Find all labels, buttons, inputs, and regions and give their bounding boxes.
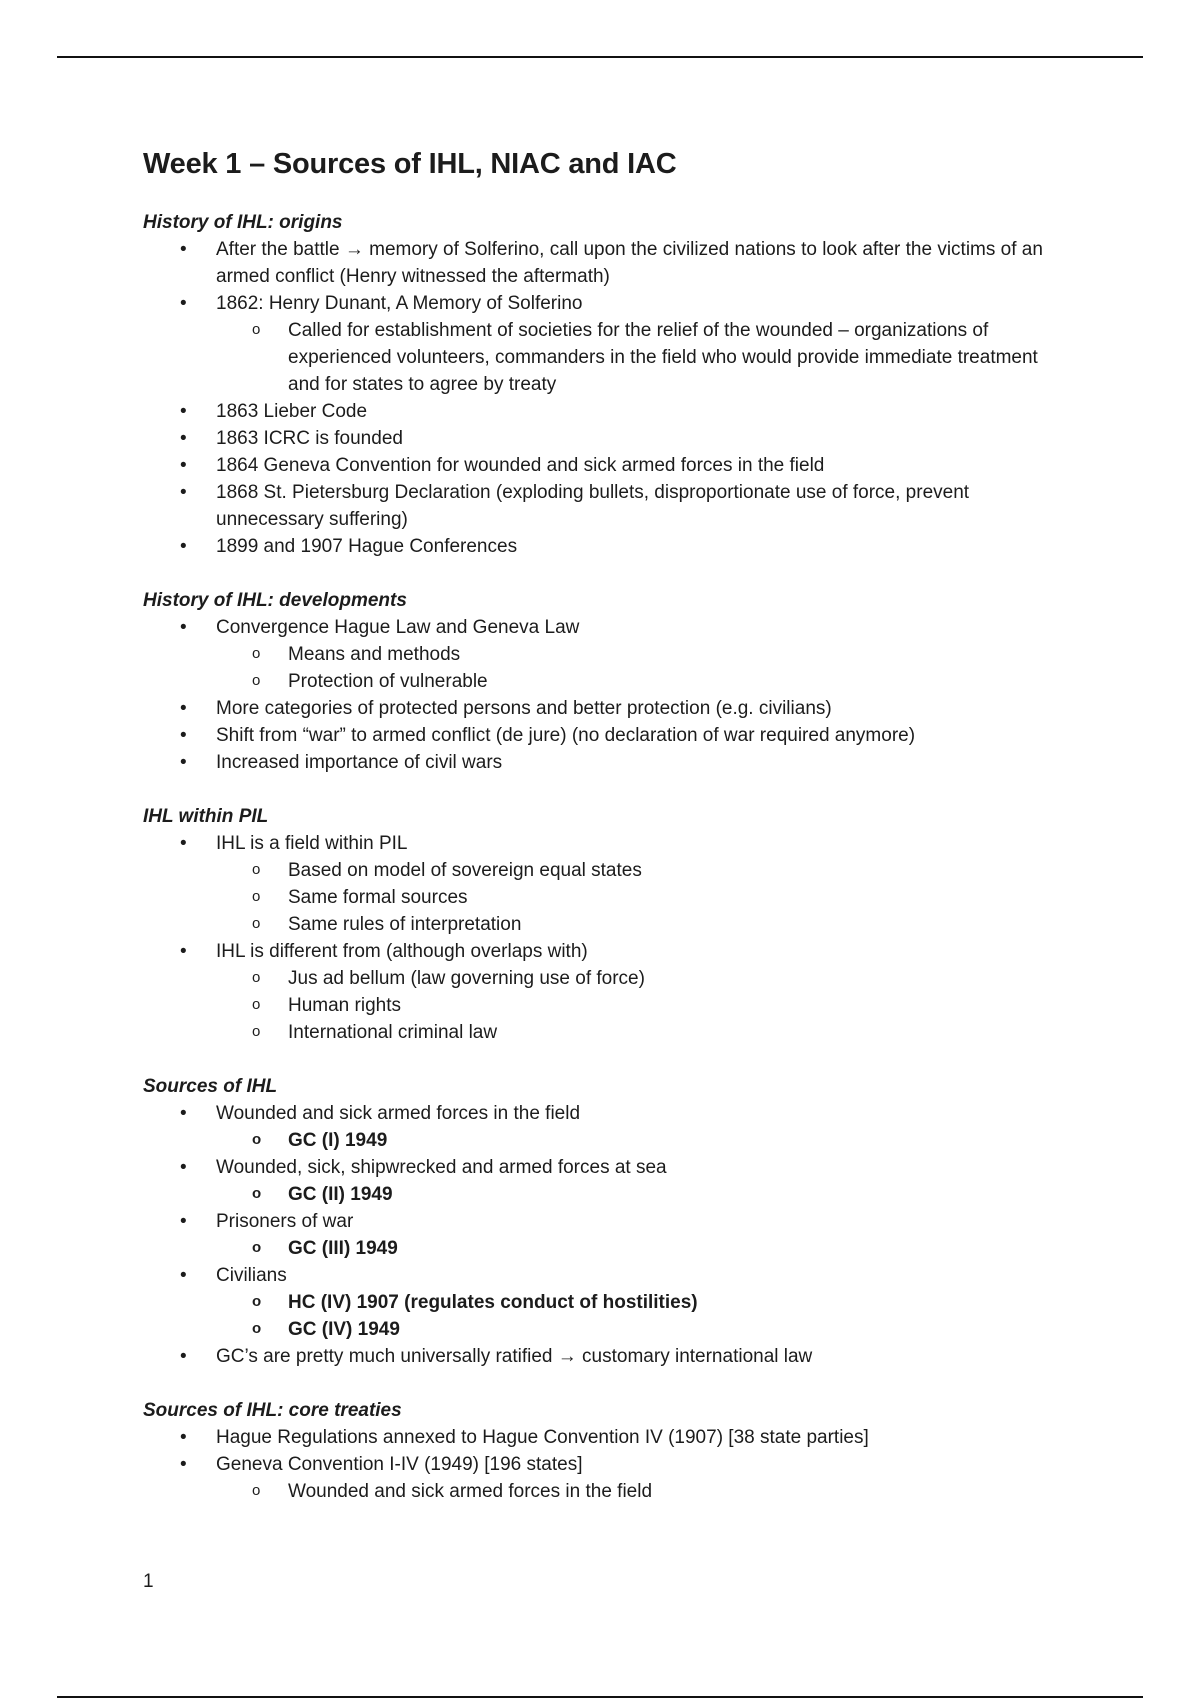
section-spacer — [143, 1046, 1073, 1073]
sub-list-item: o GC (I) 1949 — [143, 1127, 1073, 1154]
section-spacer — [143, 776, 1073, 803]
bullet-list — [143, 1424, 1073, 1505]
sub-list-item: o Protection of vulnerable — [143, 668, 1073, 695]
section-heading: History of IHL: origins — [143, 212, 343, 233]
list-item: • Prisoners of war — [143, 1208, 1073, 1235]
sub-list-item: o Based on model of sovereign equal states — [143, 857, 1073, 884]
sub-list-item: o HC (IV) 1907 (regulates conduct of hostilities) — [143, 1289, 1073, 1316]
bullet-list — [143, 1100, 1073, 1370]
list-item: • 1864 Geneva Convention for wounded and sick armed forces in the field — [143, 452, 1073, 479]
sub-list-item: o GC (II) 1949 — [143, 1181, 1073, 1208]
list-item: • After the battle → memory of Solferino, call upon the civilized nations to look after the victims of an armed conflict (Henry witnessed the aftermath) — [143, 236, 1073, 290]
sub-list-item: o Human rights — [143, 992, 1073, 1019]
section-spacer — [143, 560, 1073, 587]
section — [143, 1073, 1073, 1370]
sub-list-item: o GC (III) 1949 — [143, 1235, 1073, 1262]
bullet-list — [143, 830, 1073, 1046]
list-item: • GC’s are pretty much universally ratified → customary international law — [143, 1343, 1073, 1370]
page-title: Week 1 – Sources of IHL, NIAC and IAC — [143, 148, 677, 180]
sub-list-item: o Called for establishment of societies for the relief of the wounded – organizations of experienced volunteers, commanders in the field who would provide immediate treatment and for states to agree by treaty — [143, 317, 1073, 398]
list-item: • Geneva Convention I-IV (1949) [196 states] — [143, 1451, 1073, 1478]
sub-list-item: o Same formal sources — [143, 884, 1073, 911]
sections-container — [143, 209, 1073, 1505]
sub-list-item: o Means and methods — [143, 641, 1073, 668]
list-item: • Hague Regulations annexed to Hague Convention IV (1907) [38 state parties] — [143, 1424, 1073, 1451]
list-item: • Wounded and sick armed forces in the field — [143, 1100, 1073, 1127]
document-body — [143, 138, 1073, 1505]
sub-list-item: o Same rules of interpretation — [143, 911, 1073, 938]
section-heading: Sources of IHL — [143, 1076, 278, 1097]
footer-rule — [57, 1696, 1143, 1698]
section-heading: History of IHL: developments — [143, 590, 407, 611]
section-spacer — [143, 1370, 1073, 1397]
list-item: • IHL is different from (although overlaps with) — [143, 938, 1073, 965]
section — [143, 209, 1073, 560]
list-item: • Wounded, sick, shipwrecked and armed forces at sea — [143, 1154, 1073, 1181]
section — [143, 803, 1073, 1046]
section — [143, 1397, 1073, 1505]
list-item: • More categories of protected persons and better protection (e.g. civilians) — [143, 695, 1073, 722]
section-heading: Sources of IHL: core treaties — [143, 1400, 402, 1421]
section-heading: IHL within PIL — [143, 806, 269, 827]
list-item: • 1868 St. Pietersburg Declaration (exploding bullets, disproportionate use of force, prevent unnecessary suffering) — [143, 479, 1073, 533]
page-number: 1 — [143, 1571, 154, 1592]
title-spacer — [143, 190, 1073, 209]
bullet-list — [143, 614, 1073, 776]
list-item: • Shift from “war” to armed conflict (de jure) (no declaration of war required anymore) — [143, 722, 1073, 749]
sub-list-item: o Jus ad bellum (law governing use of force) — [143, 965, 1073, 992]
list-item: • 1863 Lieber Code — [143, 398, 1073, 425]
list-item: • IHL is a field within PIL — [143, 830, 1073, 857]
list-item: • 1862: Henry Dunant, A Memory of Solferino — [143, 290, 1073, 317]
header-rule — [57, 56, 1143, 58]
section — [143, 587, 1073, 776]
list-item: • Convergence Hague Law and Geneva Law — [143, 614, 1073, 641]
list-item: • 1899 and 1907 Hague Conferences — [143, 533, 1073, 560]
sub-list-item: o GC (IV) 1949 — [143, 1316, 1073, 1343]
sub-list-item: o Wounded and sick armed forces in the field — [143, 1478, 1073, 1505]
bullet-list — [143, 236, 1073, 560]
list-item: • Civilians — [143, 1262, 1073, 1289]
list-item: • Increased importance of civil wars — [143, 749, 1073, 776]
sub-list-item: o International criminal law — [143, 1019, 1073, 1046]
list-item: • 1863 ICRC is founded — [143, 425, 1073, 452]
